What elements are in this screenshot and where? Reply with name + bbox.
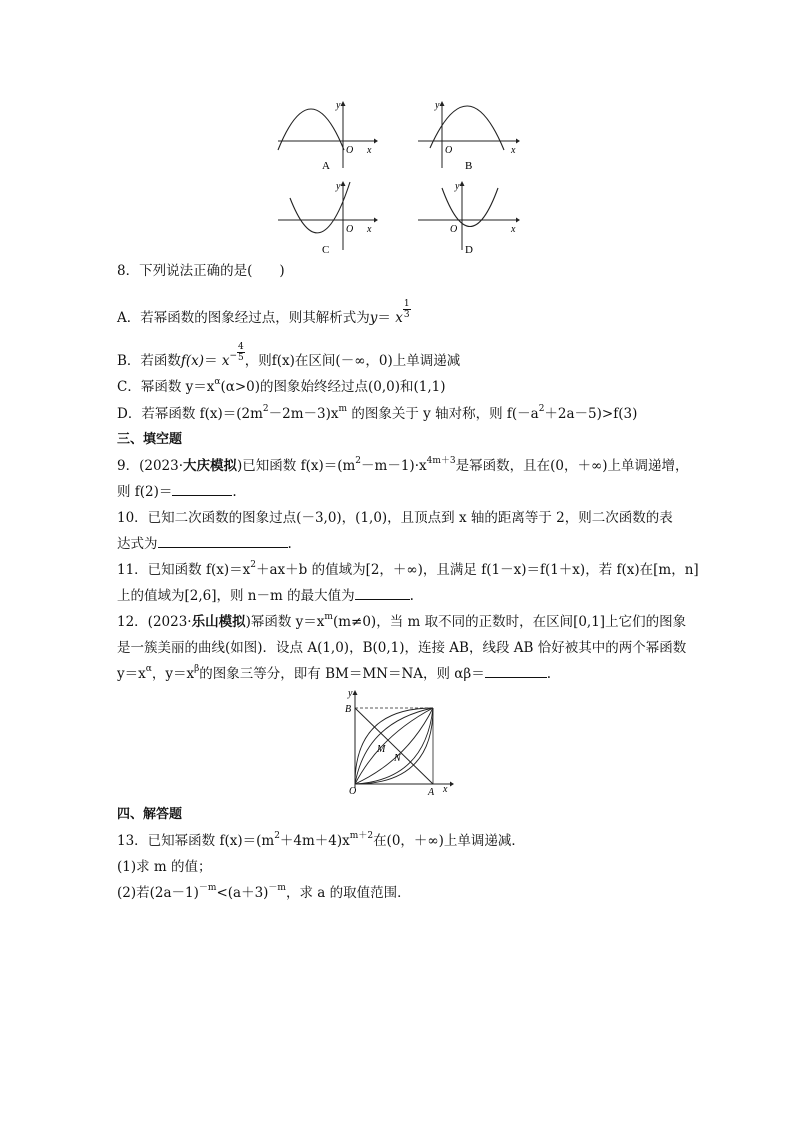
q12-line3: $y=x^\alpha$，$y=x^\beta$的图象三等分，即有 BM＝MN＝NA，则 αβ＝ . <box>117 664 552 682</box>
graph-d <box>412 180 522 255</box>
q8-option-b: B．若函数f(x)＝ x− $\frac{4}{5}$ ，则f(x)在区间(－∞，0)上单调递减 <box>117 342 461 369</box>
q12-line2: 是一簇美丽的曲线(如图)．设点 A(1,0)，B(0,1)，连接 AB，线段 AB 恰好被其中的两个幂函数 <box>117 640 687 656</box>
power-function-figure <box>340 688 460 800</box>
answer-blank[interactable] <box>172 482 232 496</box>
q8-option-d: D．若幂函数 $f(x)=(2m^2-2m-3)x^m$ 的图象关于 y 轴对称，则 $f(-a^2+2a-5)>f(3)$ <box>117 404 638 422</box>
point-m-label: M <box>377 744 386 755</box>
segment-ab <box>355 708 433 784</box>
parabola-curve <box>290 182 350 233</box>
section-heading-solve: 四、解答题 <box>117 807 183 822</box>
graph-b <box>412 98 522 173</box>
q11-line2: 上的值域为[2,6]，则 n－m 的最大值为 . <box>117 588 414 604</box>
q9-line2: 则 f(2)＝ . <box>117 484 237 500</box>
q12-line1: 12．(2023·乐山模拟)幂函数 $y=x^m(m\ne 0)$，当 m 取不同的正数时，在区间[0,1]上它们的图象 <box>117 612 687 630</box>
parabola-curve <box>442 188 498 227</box>
q13-stem: 13．已知幂函数 $f(x)=(m^2+4m+4)x^{m+2}$在(0，＋∞)上单调递减． <box>117 831 525 849</box>
q8-option-c: C．幂函数 $y=x^\alpha(\alpha>0)$的图象始终经过点(0,0)和(1,1) <box>117 377 446 395</box>
graph-a <box>270 98 380 173</box>
figure-label: C <box>322 244 330 256</box>
q13-part2: (2)若$(2a-1)^{-m}<(a+3)^{-m}$，求 a 的取值范围． <box>117 883 411 901</box>
q10-line2: 达式为 . <box>117 536 292 552</box>
origin-label: O <box>445 145 453 156</box>
x-axis-label: x <box>443 784 448 795</box>
y-axis-label: y <box>348 688 353 699</box>
x-axis-label: x <box>511 145 516 156</box>
q8-stem: 8．下列说法正确的是( ) <box>117 263 285 279</box>
point-b-label: B <box>345 704 352 715</box>
q10-line1: 10．已知二次函数的图象过点(－3,0)，(1,0)，且顶点到 x 轴的距离等于 2，则二次函数的表 <box>117 510 673 526</box>
section-heading-fill-in: 三、填空题 <box>117 432 183 447</box>
origin-label: O <box>450 224 458 235</box>
answer-blank[interactable] <box>158 534 288 548</box>
origin-label: O <box>349 786 357 797</box>
parabola-curve <box>430 106 504 150</box>
y-axis-label: y <box>336 181 341 192</box>
figure-label: A <box>322 160 330 172</box>
origin-label: O <box>346 145 354 156</box>
origin-label: O <box>346 224 354 235</box>
point-a-label: A <box>428 787 435 798</box>
x-axis-label: x <box>367 145 372 156</box>
q11-line1: 11．已知函数 $f(x)=x^2+ax+b$ 的值域为[2，＋∞)，且满足 f(1－x)＝f(1＋x)，若 f(x)在[m，n] <box>117 560 699 578</box>
x-axis-label: x <box>367 224 372 235</box>
y-axis-label: y <box>455 181 460 192</box>
answer-blank[interactable] <box>355 586 410 600</box>
parabola-curve <box>278 109 344 150</box>
q9-line1: 9．(2023·大庆模拟)已知函数 $f(x)=(m^2-m-1)\cdot x^{4m+3}$是幂函数，且在(0，＋∞)上单调递增， <box>117 456 689 474</box>
answer-blank[interactable] <box>485 664 547 678</box>
figure-label: D <box>465 244 473 256</box>
x-axis-label: x <box>511 224 516 235</box>
y-axis-label: y <box>435 100 440 111</box>
graph-c <box>270 180 380 255</box>
figure-label: B <box>465 160 473 172</box>
q13-part1: (1)求 m 的值； <box>117 859 212 875</box>
q8-option-a: A．若幂函数的图象经过点，则其解析式为y＝ x $\frac{1}{3}$ <box>117 299 410 326</box>
y-axis-label: y <box>336 100 341 111</box>
point-n-label: N <box>394 753 401 764</box>
